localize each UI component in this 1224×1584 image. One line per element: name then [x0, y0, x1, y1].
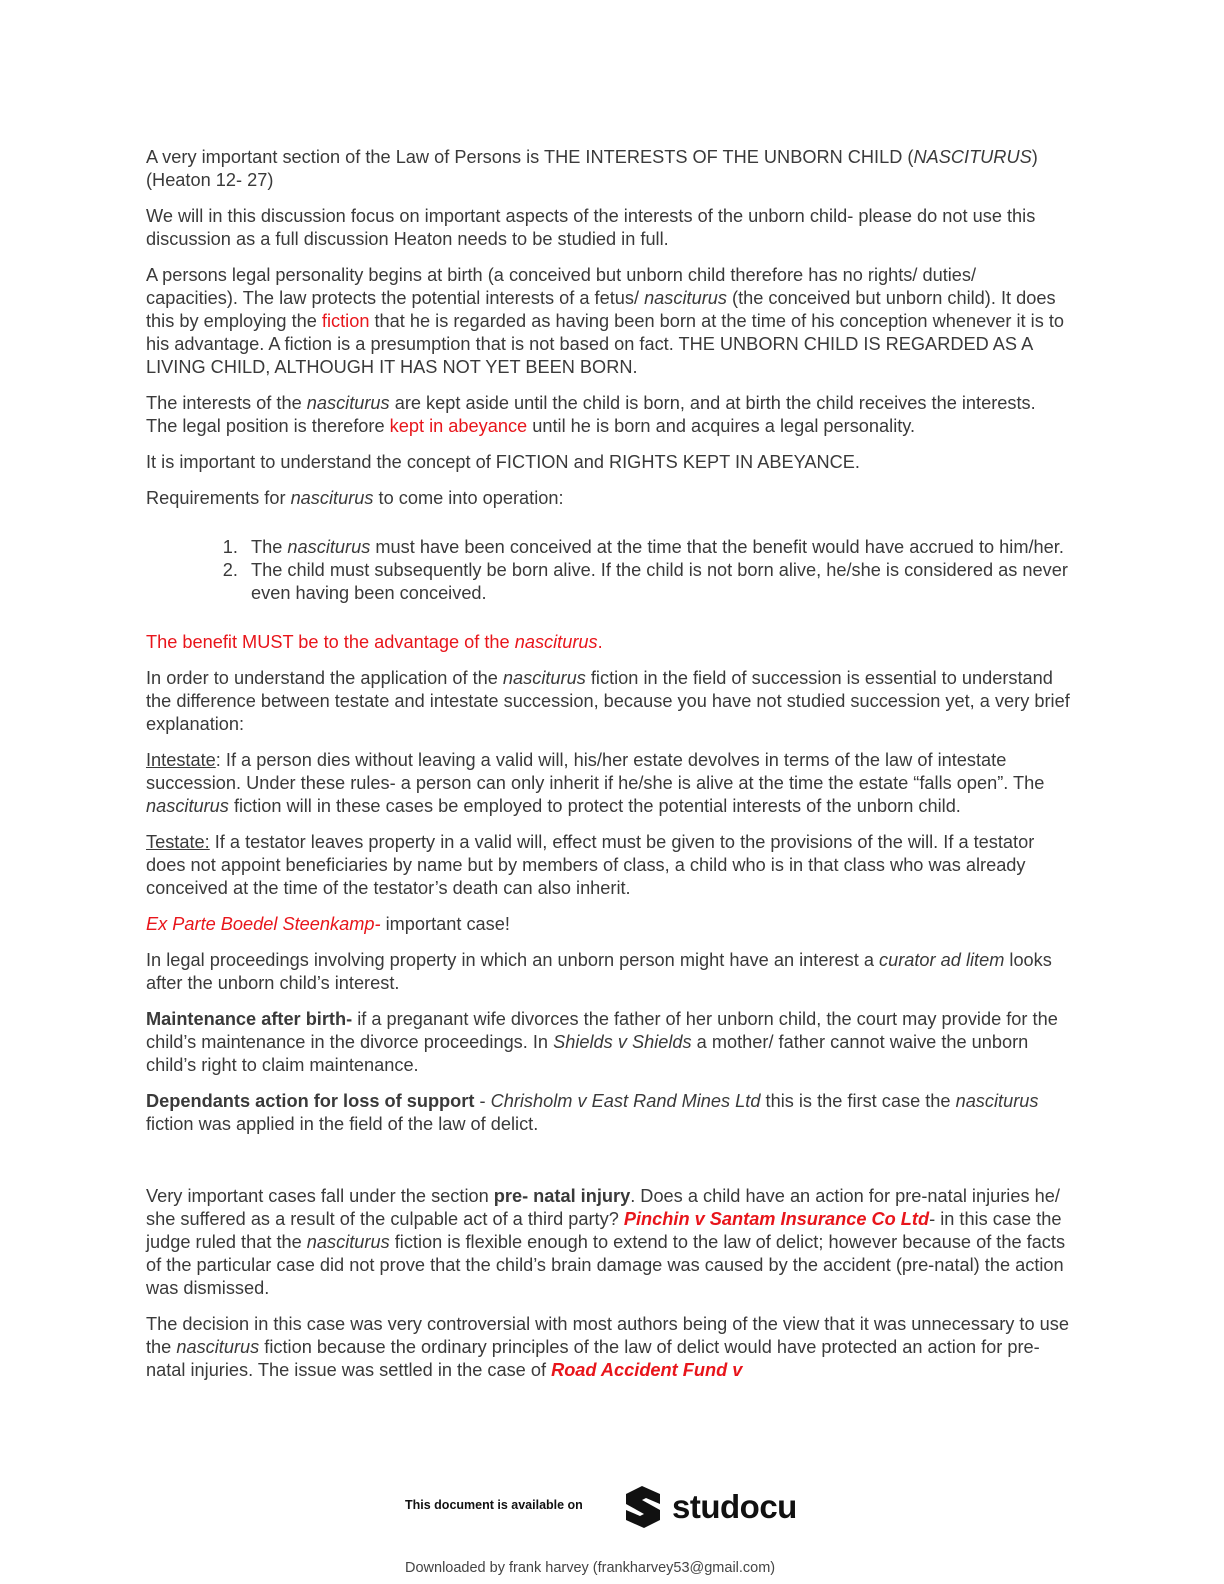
list-item: 1. The nasciturus must have been conceived at the time that the benefit would have accrued to him/her. [243, 536, 1070, 559]
paragraph-succession: In order to understand the application of the nasciturus fiction in the field of succession is essential to understand the difference between testate and intestate succession, because you have not studied succession yet, a very brief explanation: [146, 668, 1070, 734]
section-heading: Dependants action for loss of support [146, 1091, 475, 1111]
studocu-logo-icon [620, 1484, 668, 1530]
paragraph-benefit-note: The benefit MUST be to the advantage of the nasciturus. [146, 632, 603, 652]
paragraph-controversy: The decision in this case was very controversial with most authors being of the view that it was unnecessary to use the nasciturus fiction because the ordinary principles of the law of delict would have protected an action for pre-natal injuries. The issue was settled in the case of Road Accident Fund v [146, 1314, 1069, 1380]
paragraph-testate: Testate: If a testator leaves property in a valid will, effect must be given to the provisions of the will. If a testator does not appoint beneficiaries by name but by members of class, a child who is in that class who was already conceived at the time of the testator’s death can also inherit. [146, 832, 1035, 898]
paragraph-maintenance: Maintenance after birth- if a preganant wife divorces the father of her unborn child, the court may provide for the child’s maintenance in the divorce proceedings. In Shields v Shields a mother/ father cannot waive the unborn child’s right to claim maintenance. [146, 1009, 1058, 1075]
paragraph-abeyance: The interests of the nasciturus are kept aside until the child is born, and at birth the child receives the interests. The legal position is therefore kept in abeyance until he is born and acquires a legal personality. [146, 393, 1036, 436]
requirements-list [146, 536, 1070, 605]
paragraph-steenkamp: Ex Parte Boedel Steenkamp- important case! [146, 914, 510, 934]
brand-name: studocu [672, 1488, 797, 1525]
paragraph-dependants: Dependants action for loss of support - Chrisholm v East Rand Mines Ltd this is the first case the nasciturus fiction was applied in the field of the law of delict. [146, 1091, 1039, 1134]
document-body [146, 146, 1070, 1395]
paragraph-legal-personality: A persons legal personality begins at birth (a conceived but unborn child therefore has no rights/ duties/ capacities). The law protects the potential interests of a fetus/ nasciturus (the conceived but unborn child). It does this by employing the fiction that he is regarded as having been born at the time of his conception whenever it is to his advantage. A fiction is a presumption that is not based on fact. THE UNBORN CHILD IS REGARDED AS A LIVING CHILD, ALTHOUGH IT HAS NOT YET BEEN BORN. [146, 265, 1065, 377]
paragraph-concept: It is important to understand the concept of FICTION and RIGHTS KEPT IN ABEYANCE. [146, 452, 860, 472]
paragraph-intestate: Intestate: If a person dies without leaving a valid will, his/her estate devolves in terms of the law of intestate succession. Under these rules- a person can only inherit if he/she is alive at the time the estate “falls open”. The nasciturus fiction will in these cases be employed to protect the potential interests of the unborn child. [146, 750, 1045, 816]
paragraph-curator: In legal proceedings involving property in which an unborn person might have an interest a curator ad litem looks after the unborn child’s interest. [146, 950, 1052, 993]
case-name: Pinchin v Santam Insurance Co Ltd [623, 1209, 930, 1229]
paragraph-focus: We will in this discussion focus on important aspects of the interests of the unborn child- please do not use this discussion as a full discussion Heaton needs to be studied in full. [146, 206, 1036, 249]
section-heading: pre- natal injury [493, 1186, 631, 1206]
testate-heading: Testate: [146, 832, 210, 852]
case-name: Ex Parte Boedel Steenkamp- [146, 914, 381, 934]
availability-note: This document is available on [405, 1498, 583, 1512]
spacer [146, 1149, 1070, 1185]
intestate-heading: Intestate [146, 750, 216, 770]
fiction-term: fiction [321, 311, 370, 331]
paragraph-requirements: Requirements for nasciturus to come into operation: [146, 488, 564, 508]
paragraph-intro: A very important section of the Law of Persons is THE INTERESTS OF THE UNBORN CHILD (NASCITURUS) (Heaton 12- 27) [146, 147, 1038, 190]
case-name: Road Accident Fund v [551, 1360, 743, 1380]
download-note: Downloaded by frank harvey (frankharvey53@gmail.com) [405, 1560, 776, 1576]
section-heading: Maintenance after birth- [146, 1009, 353, 1029]
paragraph-prenatal: Very important cases fall under the section pre- natal injury. Does a child have an action for pre-natal injuries he/ she suffered as a result of the culpable act of a third party? Pinchin v Santam Insurance Co Ltd- in this case the judge ruled that the nasciturus fiction is flexible enough to extend to the law of delict; however because of the facts of the particular case did not prove that the child’s brain damage was caused by the accident (pre-natal) the action was dismissed. [146, 1186, 1066, 1298]
list-item: 2. The child must subsequently be born alive. If the child is not born alive, he/she is considered as never even having been conceived. [243, 559, 1070, 605]
studocu-logo[interactable] [620, 1484, 797, 1530]
abeyance-term: kept in abeyance [389, 416, 528, 436]
